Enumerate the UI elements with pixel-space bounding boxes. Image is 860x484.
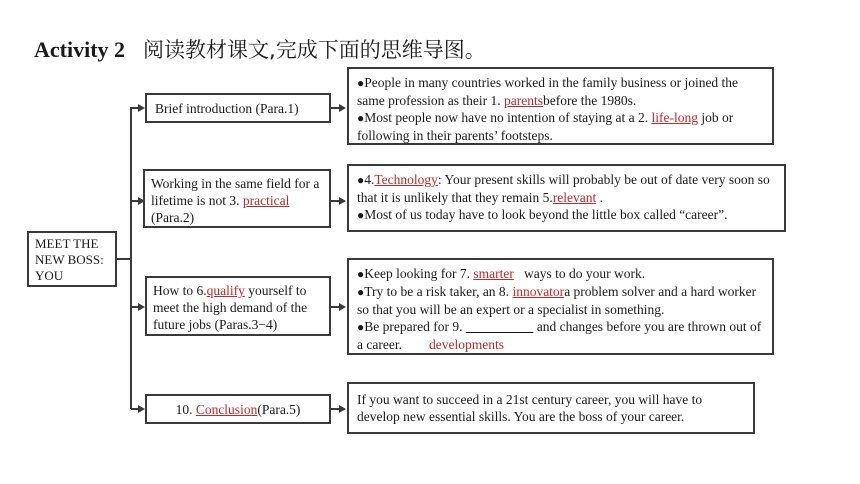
- node-brief-introduction: [145, 93, 331, 123]
- detail-bullet: ● 4.Technology: Your present skills will probably be out of date very soon so that it is unlikely that they remain 5.relevant .: [357, 171, 776, 206]
- answer-10: Conclusion: [195, 402, 258, 417]
- node-label: Brief introduction (Para.1): [155, 101, 299, 116]
- arrow-icon: [138, 405, 145, 413]
- detail-bullet: ● Try to be a risk taker, an 8. innovatora problem solver and a hard worker so that you will be an expert or a specialist in something.: [357, 283, 764, 318]
- detail-bullet: ● Be prepared for 9. and changes before you are thrown out of a career. developments: [357, 318, 764, 353]
- arrow-icon: [339, 303, 346, 311]
- answer-5: relevant: [552, 190, 597, 205]
- connector-root: [117, 258, 131, 260]
- detail-bullet: ● Most people now have no intention of staying at a 2. life-long job or following in their parents’ footsteps.: [357, 109, 764, 144]
- root-label: MEET THE NEW BOSS: YOU: [35, 236, 104, 283]
- activity-label: Activity 2: [34, 37, 126, 62]
- root-node: [27, 231, 117, 287]
- arrow-icon: [339, 104, 346, 112]
- instruction-text: 阅读教材课文,完成下面的思维导图。: [143, 38, 486, 62]
- connector-trunk: [130, 107, 132, 409]
- detail-bullet: ● People in many countries worked in the family business or joined the same profession as their 1. parentsbefore the 1980s.: [357, 74, 764, 109]
- arrow-icon: [339, 405, 346, 413]
- node-same-field: Working in the same field for a lifetime is not 3. practical (Para.2): [143, 169, 331, 228]
- answer-6: qualify: [206, 283, 245, 298]
- arrow-icon: [138, 104, 145, 112]
- node-conclusion: 10. Conclusion(Para.5): [145, 394, 331, 424]
- conclusion-text: If you want to succeed in a 21st century career, you will have to develop new essential skills. You are the boss of your career.: [357, 392, 703, 424]
- detail-box-3: [347, 258, 774, 355]
- page-title: [34, 34, 486, 64]
- answer-1: parents: [503, 93, 543, 108]
- node-how-to-qualify: How to 6.qualify yourself to meet the high demand of the future jobs (Paras.3−4): [145, 276, 331, 336]
- answer-2: life-long: [651, 110, 698, 125]
- answer-4: Technology: [374, 172, 438, 187]
- detail-bullet: ● Keep looking for 7. smarter ways to do your work.: [357, 265, 764, 283]
- answer-9: developments: [428, 337, 504, 352]
- answer-7: smarter: [473, 266, 514, 281]
- detail-box-1: [347, 67, 774, 145]
- answer-8: innovator: [512, 284, 565, 299]
- arrow-icon: [339, 197, 346, 205]
- arrow-icon: [138, 303, 145, 311]
- detail-box-2: [347, 164, 786, 232]
- answer-3: practical: [242, 193, 290, 208]
- detail-bullet: ● Most of us today have to look beyond the little box called “career”.: [357, 206, 776, 224]
- detail-box-4: [347, 382, 755, 434]
